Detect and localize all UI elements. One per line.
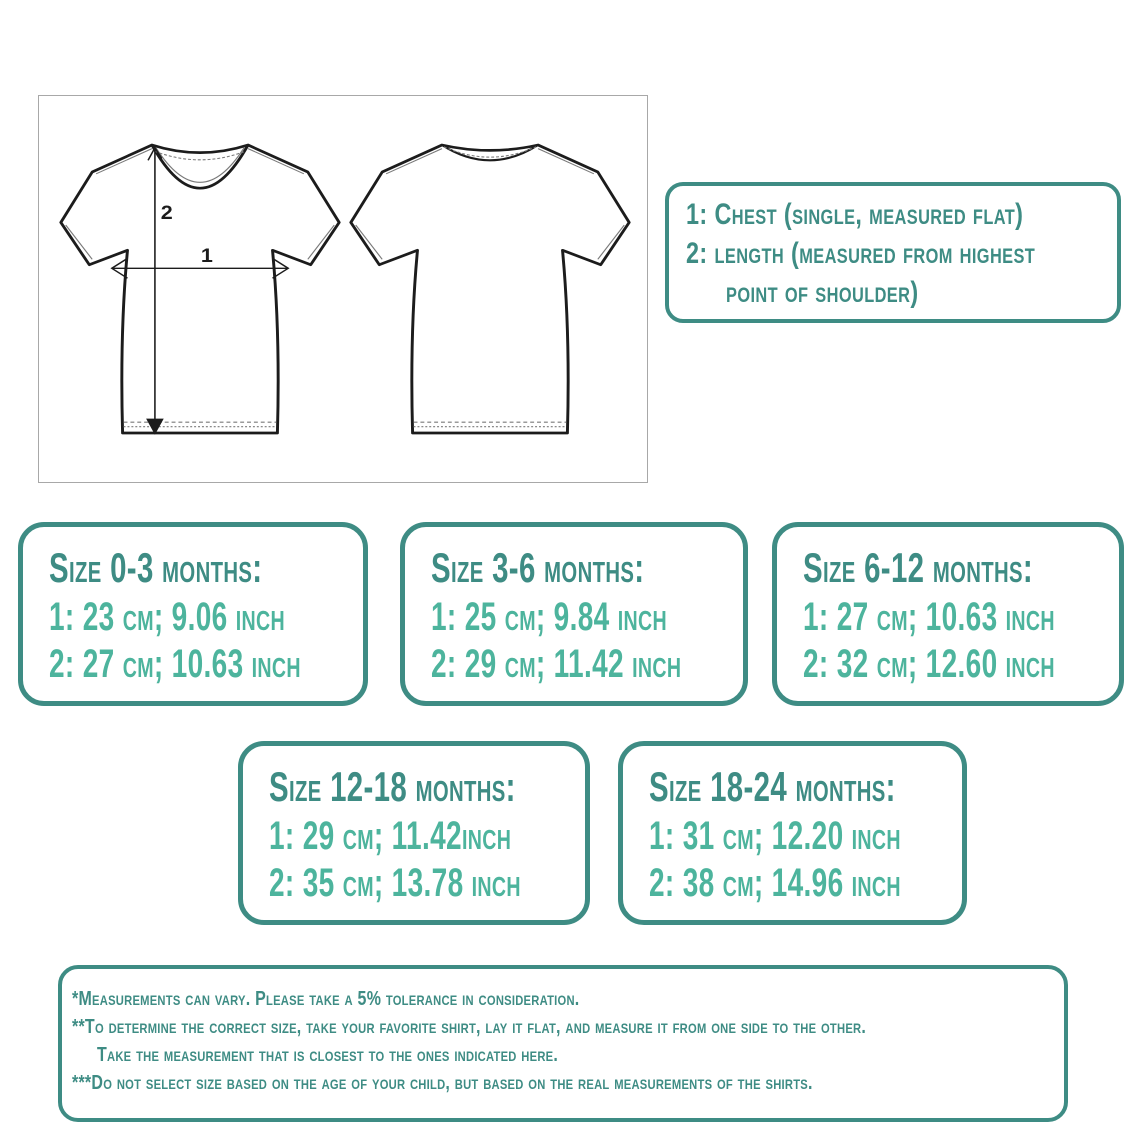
legend-line-chest: 1: Chest (single, measured flat)	[686, 198, 1024, 231]
tshirt-diagram-panel	[38, 95, 648, 483]
chest-arrow-label: 1	[200, 244, 213, 267]
note-how-to-measure-cont: Take the measurement that is closest to the ones indicated here.	[97, 1044, 559, 1066]
size-title: Size 18-24 months:	[649, 763, 896, 810]
note-age-warning: ***Do not select size based on the age of your child, but based on the real measurements of the shirts.	[72, 1072, 813, 1094]
size-title: Size 6-12 months:	[803, 544, 1034, 591]
tshirt-front-drawing	[53, 118, 347, 460]
size-length-value: 2: 27 cm; 10.63 inch	[49, 642, 301, 686]
size-chest-value: 1: 23 cm; 9.06 inch	[49, 595, 286, 639]
size-length-value: 2: 32 cm; 12.60 inch	[803, 642, 1055, 686]
size-chest-value: 1: 27 cm; 10.63 inch	[803, 595, 1055, 639]
size-box-3-6-months	[400, 522, 748, 706]
size-chest-value: 1: 31 cm; 12.20 inch	[649, 814, 901, 858]
size-box-6-12-months	[772, 522, 1124, 706]
size-title: Size 0-3 months:	[49, 544, 263, 591]
size-title: Size 12-18 months:	[269, 763, 516, 810]
measurement-legend	[665, 182, 1121, 323]
size-length-value: 2: 38 cm; 14.96 inch	[649, 861, 901, 905]
size-chest-value: 1: 29 cm; 11.42inch	[269, 814, 512, 858]
size-title: Size 3-6 months:	[431, 544, 645, 591]
size-length-value: 2: 29 cm; 11.42 inch	[431, 642, 682, 686]
size-box-12-18-months	[238, 741, 590, 925]
size-chest-value: 1: 25 cm; 9.84 inch	[431, 595, 668, 639]
note-how-to-measure: **To determine the correct size, take your favorite shirt, lay it flat, and measure it from one side to the other.	[72, 1016, 867, 1038]
size-box-0-3-months	[18, 522, 368, 706]
size-box-18-24-months	[618, 741, 967, 925]
note-tolerance: *Measurements can vary. Please take a 5% tolerance in consideration.	[72, 988, 580, 1010]
tshirt-back-drawing	[343, 118, 637, 460]
tshirt-back-body	[351, 145, 629, 433]
size-length-value: 2: 35 cm; 13.78 inch	[269, 861, 521, 905]
length-arrow-label: 2	[160, 201, 173, 224]
notes-box	[58, 965, 1068, 1122]
legend-line-length: 2: length (measured from highest	[686, 237, 1036, 270]
legend-line-length-cont: point of shoulder)	[726, 276, 919, 309]
